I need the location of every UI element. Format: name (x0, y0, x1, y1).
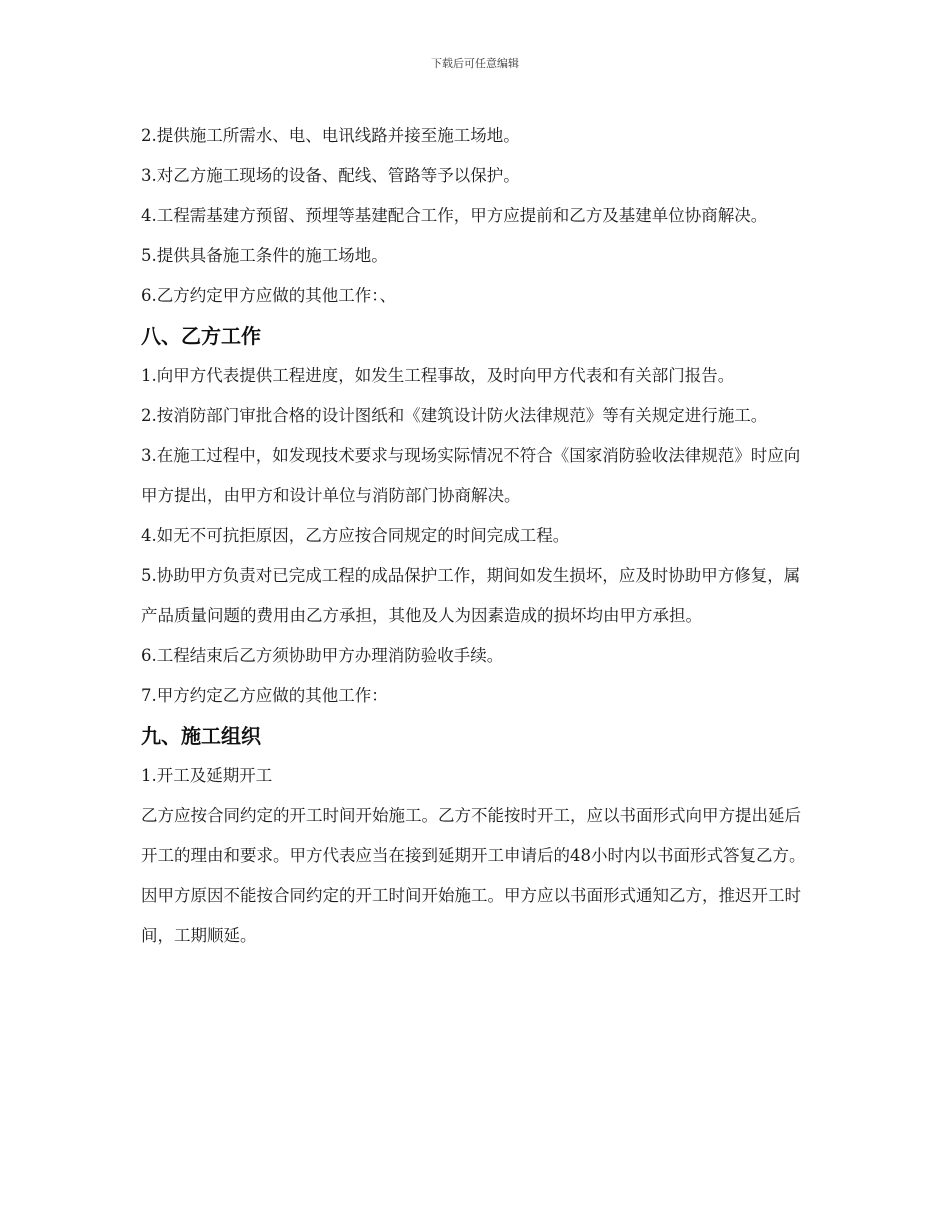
paragraph-item-4: 4.如无不可抗拒原因，乙方应按合同规定的时间完成工程。 (141, 526, 570, 545)
paragraph-item-7: 7.甲方约定乙方应做的其他工作： (141, 686, 388, 705)
paragraph-item-5: 5.协助甲方负责对已完成工程的成品保护工作，期间如发生损坏，应及时协助甲方修复，属产品质量问题的费用由乙方承担，其他及人为因素造成的损坏均由甲方承担。 (141, 566, 801, 625)
paragraph-item-3: 3.在施工过程中，如发现技术要求与现场实际情况不符合《国家消防验收法律规范》时应向甲方提出，由甲方和设计单位与消防部门协商解决。 (141, 446, 801, 505)
paragraph-item-1: 1.开工及延期开工 (141, 766, 273, 785)
page-header: 下载后可任意编辑 (431, 57, 519, 70)
paragraph-item-6: 6.乙方约定甲方应做的其他工作：、 (141, 286, 396, 305)
paragraph-item-3: 3.对乙方施工现场的设备、配线、管路等予以保护。 (141, 166, 520, 185)
document-body (141, 116, 813, 956)
section-heading-8: 八、乙方工作 (141, 324, 261, 348)
paragraph-body: 乙方应按合同约定的开工时间开始施工。乙方不能按时开工，应以书面形式向甲方提出延后开工的理由和要求。甲方代表应当在接到延期开工申请后的48小时内以书面形式答复乙方。因甲方原因不能按合同约定的开工时间开始施工。甲方应以书面形式通知乙方，推迟开工时间，工期顺延。 (141, 806, 806, 945)
paragraph-item-5: 5.提供具备施工条件的施工场地。 (141, 246, 388, 265)
paragraph-item-1: 1.向甲方代表提供工程进度，如发生工程事故，及时向甲方代表和有关部门报告。 (141, 366, 735, 385)
paragraph-item-6: 6.工程结束后乙方须协助甲方办理消防验收手续。 (141, 646, 504, 665)
paragraph-item-2: 2.按消防部门审批合格的设计图纸和《建筑设计防火法律规范》等有关规定进行施工。 (141, 406, 768, 425)
paragraph-item-4: 4.工程需基建方预留、预埋等基建配合工作，甲方应提前和乙方及基建单位协商解决。 (141, 206, 768, 225)
section-heading-9: 九、施工组织 (141, 724, 261, 748)
paragraph-item-2: 2.提供施工所需水、电、电讯线路并接至施工场地。 (141, 126, 520, 145)
